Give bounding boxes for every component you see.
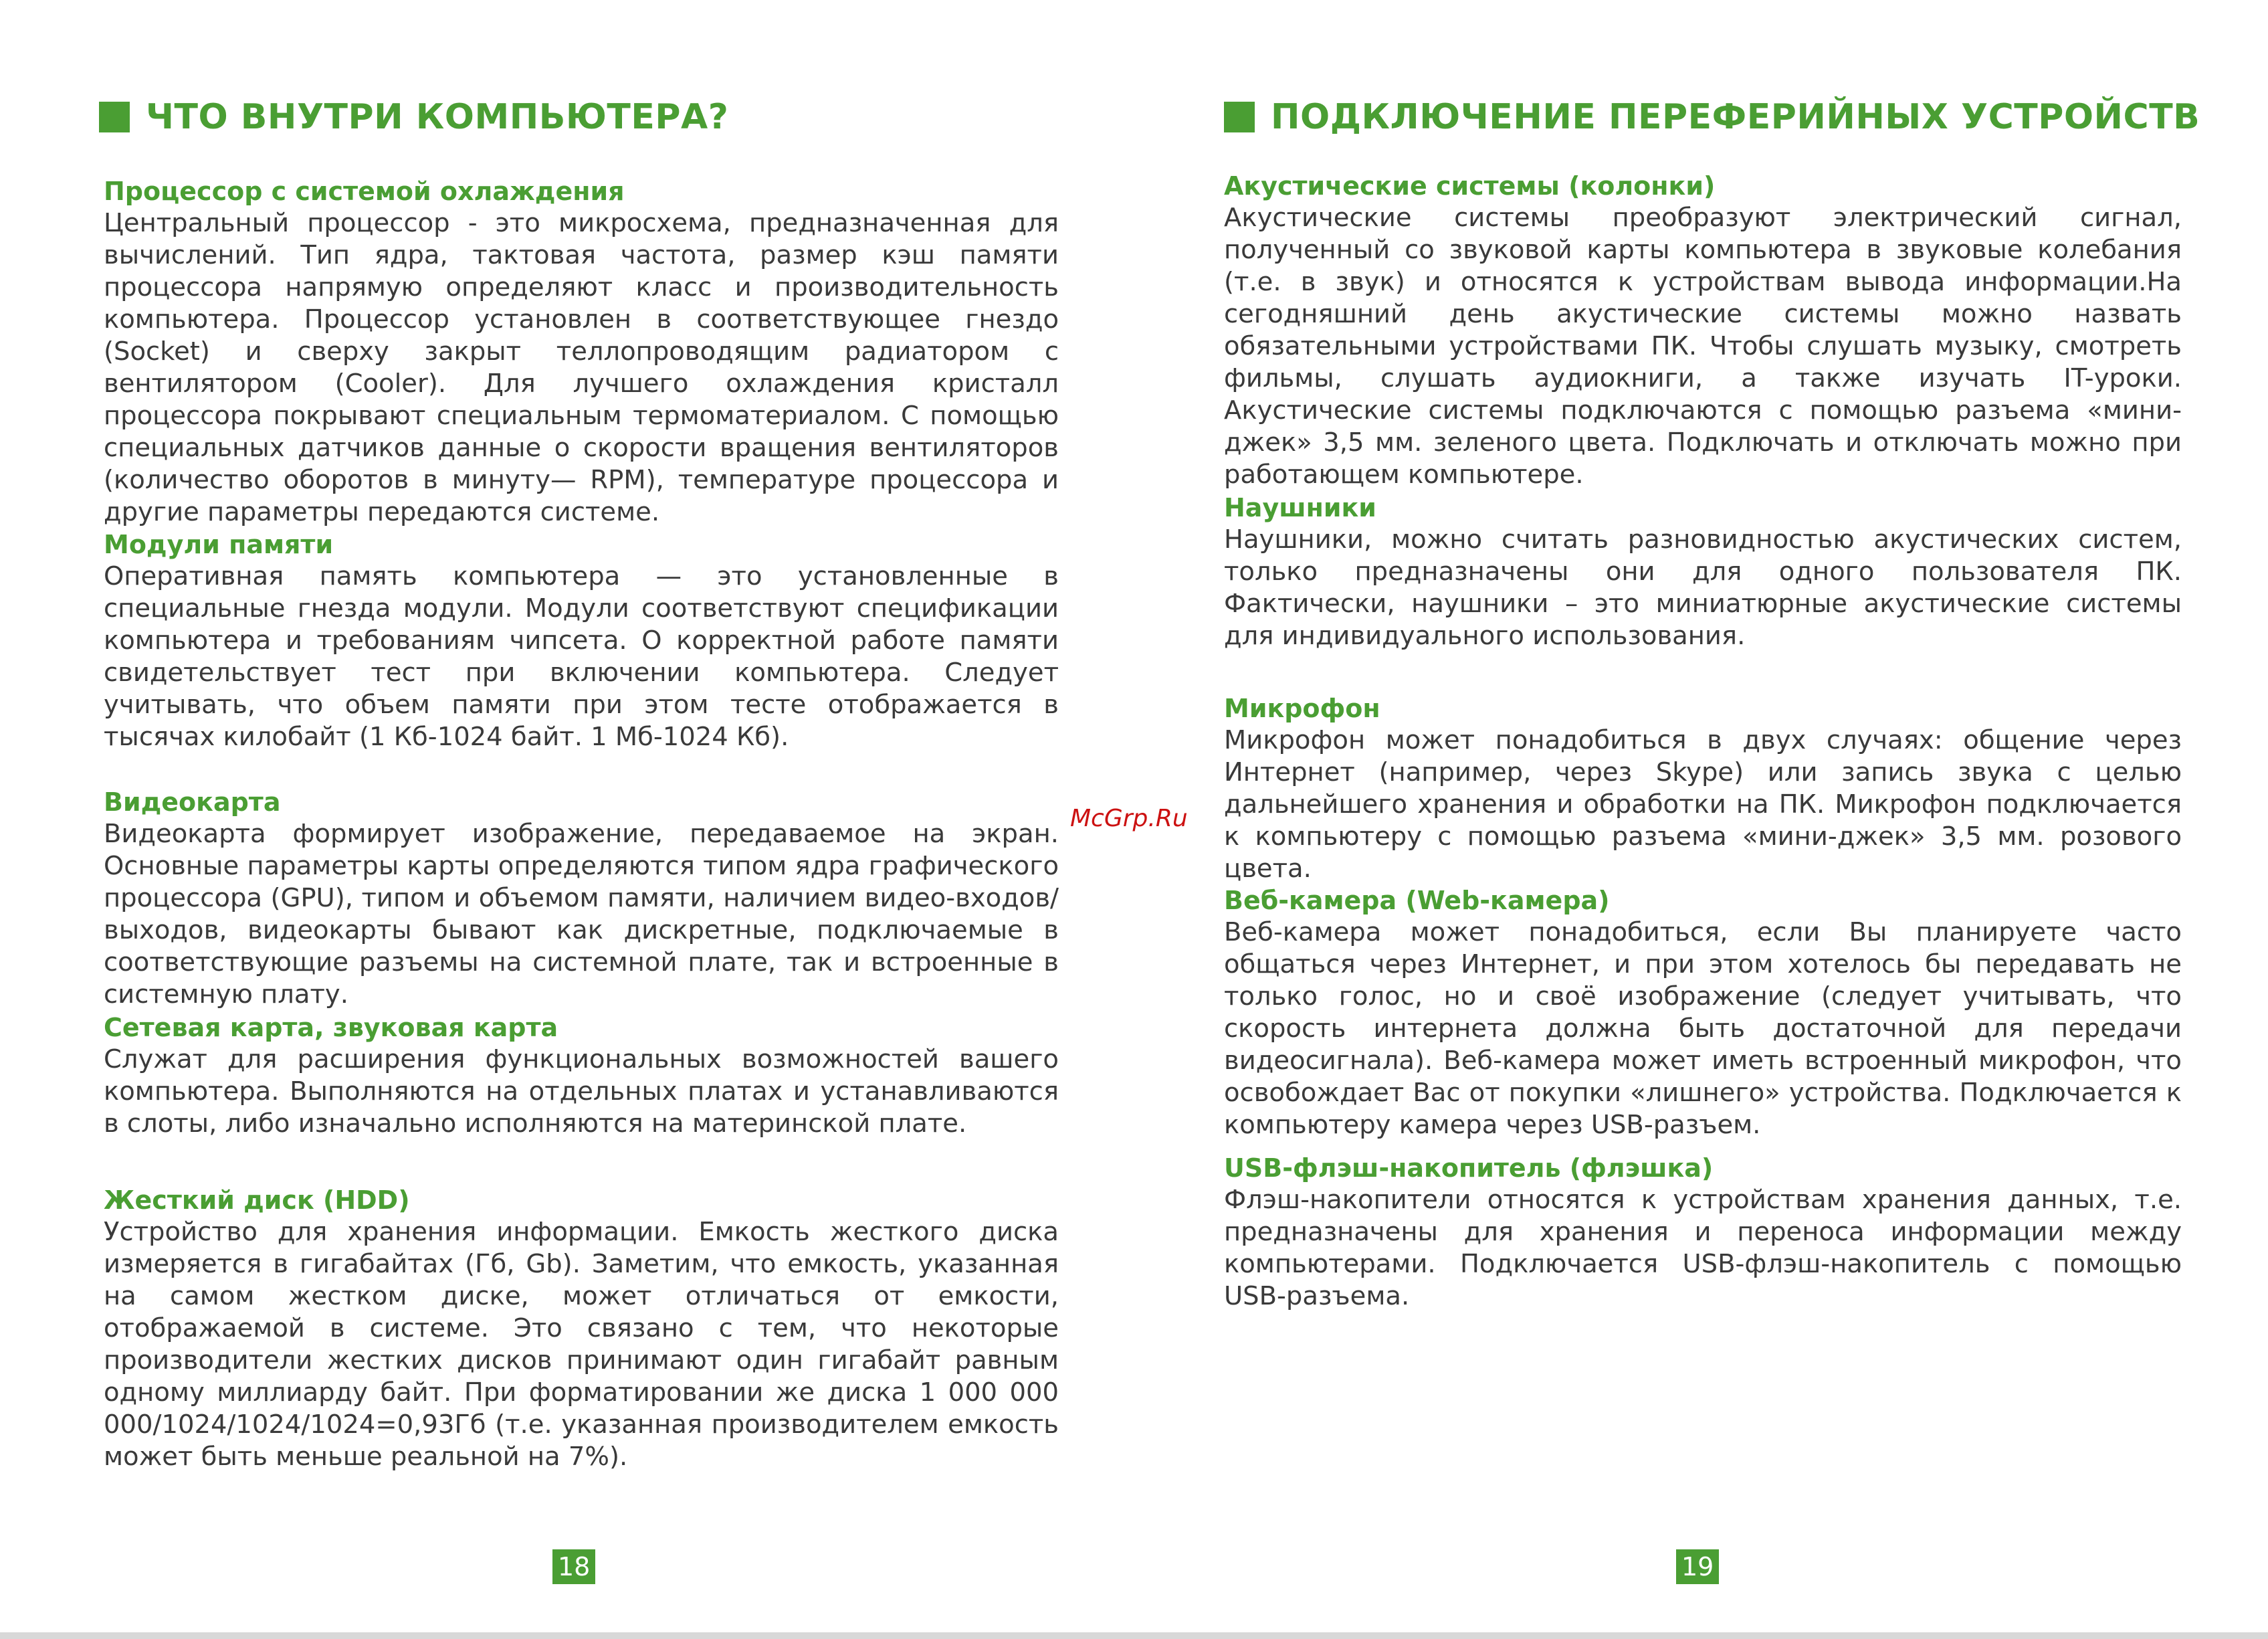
section-heading: Сетевая карта, звуковая карта xyxy=(104,1013,558,1042)
section-body: Видеокарта формирует изображение, передаваемое на экран. Основные параметры карты определяются типом ядра графического процессора (GPU), типом и объемом памяти, наличием видео-входов/выходов, видеокарты бывают как дискретные, подключаемые в соответствующие разъемы на системной плате, так и встроенные в системную плату. xyxy=(104,819,1059,1009)
section-hdd xyxy=(104,1184,1059,1473)
page-number: 18 xyxy=(552,1549,595,1584)
section-usb-flash xyxy=(1224,1152,2182,1313)
section-microphone xyxy=(1224,692,2182,885)
square-bullet-icon xyxy=(99,102,130,132)
section-heading: USB-флэш-накопитель (флэшка) xyxy=(1224,1153,1714,1183)
section-body: Служат для расширения функциональных возможностей вашего компьютера. Выполняются на отдельных платах и устанавливаются в слоты, либо изначально исполняются на материнской плате. xyxy=(104,1044,1059,1139)
page-number: 19 xyxy=(1676,1549,1719,1584)
right-page-title xyxy=(1224,97,2200,137)
section-heading: Жесткий диск (HDD) xyxy=(104,1185,410,1215)
section-webcam xyxy=(1224,884,2182,1141)
section-processor xyxy=(104,175,1059,528)
section-heading: Процессор с системой охлаждения xyxy=(104,177,625,206)
section-body: Веб-камера может понадобиться, если Вы планируете часто общаться через Интернет, и при этом хотелось бы передавать не только голос, но и своё изображение (следует учитывать, что скорость интернета должна быть достаточной для передачи видеосигнала). Веб-камера может иметь встроенный микрофон, что освобождает Вас от покупки «лишнего» устройства. Подключается к компьютеру камера через USB-разъем. xyxy=(1224,917,2182,1140)
section-heading: Наушники xyxy=(1224,493,1376,522)
page-title: ЧТО ВНУТРИ КОМПЬЮТЕРА? xyxy=(146,97,729,137)
section-headphones xyxy=(1224,492,2182,652)
section-heading: Модули памяти xyxy=(104,530,334,559)
section-body: Наушники, можно считать разновидностью акустических систем, только предназначены они для одного пользователя ПК. Фактически, наушники – это миниатюрные акустические системы для индивидуального использования. xyxy=(1224,524,2182,651)
section-videocard xyxy=(104,786,1059,1011)
section-body: Оперативная память компьютера — это установленные в специальные гнезда модули. Модули соответствуют спецификации компьютера и требованиям чипсета. О корректной работе памяти свидетельствует тест при включении компьютера. Следует учитывать, что объем памяти при этом тесте отображается в тысячах килобайт (1 Кб-1024 байт. 1 Мб-1024 Кб). xyxy=(104,561,1059,752)
watermark: McGrp.Ru xyxy=(1070,805,1188,832)
section-heading: Акустические системы (колонки) xyxy=(1224,171,1716,201)
page-title: ПОДКЛЮЧЕНИЕ ПЕРЕФЕРИЙНЫХ УСТРОЙСТВ xyxy=(1271,97,2200,137)
section-body: Микрофон может понадобиться в двух случаях: общение через Интернет (например, через Skype) или запись звука с целью дальнейшего хранения и обработки на ПК. Микрофон подключается к компьютеру с помощью разъема «мини-джек» 3,5 мм. розового цвета. xyxy=(1224,725,2182,884)
section-body: Флэш-накопители относятся к устройствам хранения данных, т.е. предназначены для хранения и переноса информации между компьютерами. Подключается USB-флэш-накопитель с помощью USB-разъема. xyxy=(1224,1185,2182,1311)
section-heading: Видеокарта xyxy=(104,787,281,817)
section-network-sound-card xyxy=(104,1011,1059,1140)
section-body: Акустические системы преобразуют электрический сигнал, полученный со звуковой карты компьютера в звуковые колебания (т.е. в звук) и относятся к устройствам вывода информации.На сегодняшний день акустические системы можно назвать обязательными устройствами ПК. Чтобы слушать музыку, смотреть фильмы, слушать аудиокниги, а также изучать IT-уроки. Акустические системы подключаются с помощью разъема «мини-джек» 3,5 мм. зеленого цвета. Подключать и отключать можно при работающем компьютере. xyxy=(1224,203,2182,490)
square-bullet-icon xyxy=(1224,102,1255,132)
section-body: Центральный процессор - это микросхема, предназначенная для вычислений. Тип ядра, тактовая частота, размер кэш памяти процессора напрямую определяют класс и производительность компьютера. Процессор установлен в соответствующее гнездо (Socket) и сверху закрыт теллопроводящим радиатором с вентилятором (Cooler). Для лучшего охлаждения кристалл процессора покрывают специальным термоматериалом. С помощью специальных датчиков данные о скорости вращения вентиляторов (количество оборотов в минуту— RPM), температуре процессора и другие параметры передаются системе. xyxy=(104,208,1059,527)
section-speakers xyxy=(1224,170,2182,491)
left-page-title xyxy=(99,97,728,137)
section-heading: Веб-камера (Web-камера) xyxy=(1224,886,1610,915)
bottom-divider xyxy=(0,1632,2268,1639)
section-heading: Микрофон xyxy=(1224,694,1380,723)
section-body: Устройство для хранения информации. Емкость жесткого диска измеряется в гигабайтах (Гб, Gb). Заметим, что емкость, указанная на самом жестком диске, может отличаться от емкости, отображаемой в системе. Это связано с тем, что некоторые производители жестких дисков принимают один гигабайт равным одному миллиарду байт. При форматировании же диска 1 000 000 000/1024/1024/1024=0,93Гб (т.е. указанная производителем емкость может быть меньше реальной на 7%). xyxy=(104,1217,1059,1472)
section-memory xyxy=(104,528,1059,753)
